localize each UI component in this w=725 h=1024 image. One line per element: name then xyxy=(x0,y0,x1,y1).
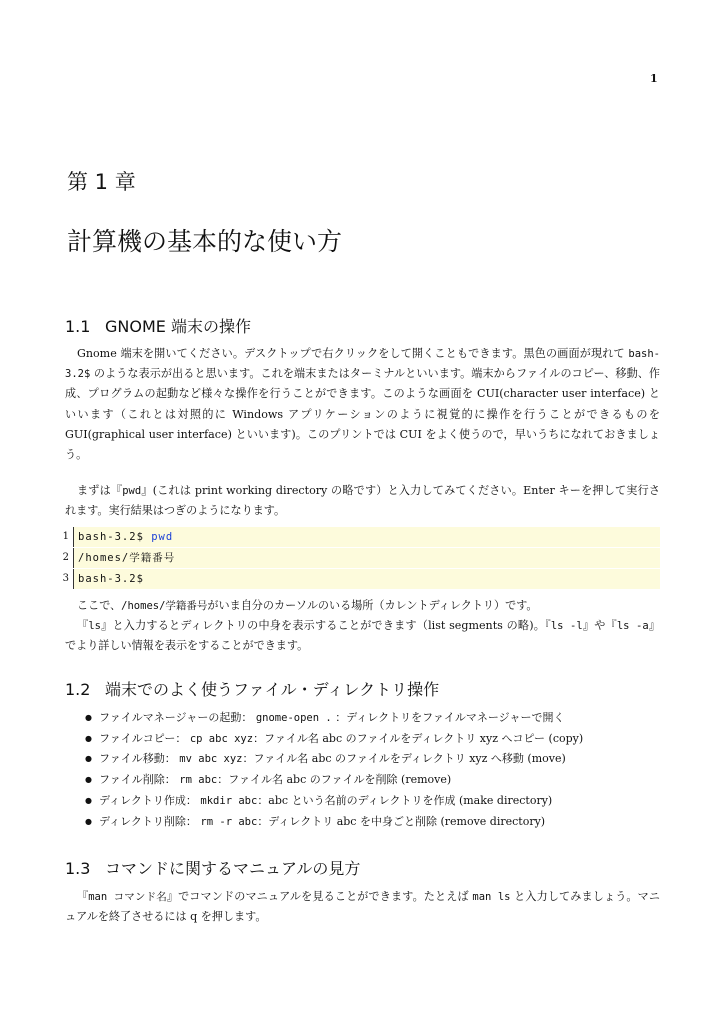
list-item xyxy=(85,708,583,729)
inline-code: man コマンド名 xyxy=(88,891,167,903)
line-number: 3 xyxy=(62,573,69,584)
item-label: ファイルマネージャーの起動： xyxy=(99,711,253,724)
command-list xyxy=(85,708,583,832)
text-run: と入力してみましょう。マニュアルを終了させるには q を押します。 xyxy=(65,890,660,924)
list-item xyxy=(85,749,583,770)
inline-code: man ls xyxy=(472,891,511,903)
item-label: ディレクトリ削除： xyxy=(99,814,197,828)
inline-code: gnome-open . xyxy=(255,712,332,724)
paragraph-ls xyxy=(65,616,660,656)
item-description: ：ファイル名 abc のファイルを削除 (remove) xyxy=(217,773,452,787)
prompt-text: bash-3.2$ xyxy=(78,531,152,543)
inline-code: mv abc xyz xyxy=(179,753,243,766)
line-number: 1 xyxy=(62,531,69,542)
text-run: 『 xyxy=(77,890,89,903)
item-description: ：ディレクトリ abc を中身ごと削除 (remove directory) xyxy=(257,814,546,828)
inline-code: pwd xyxy=(122,485,142,497)
text-run: 』でより詳しい情報を表示をすることができます。 xyxy=(65,619,660,653)
text-run: Gnome 端末を開いてください。デスクトップで右クリックをして開くこともできます。黒色の画面が現れて xyxy=(77,347,629,360)
section-heading-1-2 xyxy=(65,677,439,700)
text-run: 』(これは print working directory の略です）と入力してみてください。Enter キーを押して実行されます。実行結果はつぎのようになります。 xyxy=(65,484,660,518)
inline-code: mkdir abc xyxy=(200,794,258,807)
chapter-label: 第 1 章 xyxy=(67,170,136,194)
code-text xyxy=(73,527,660,547)
code-line xyxy=(57,548,660,568)
section-title: コマンドに関するマニュアルの見方 xyxy=(105,859,361,878)
code-block xyxy=(57,527,660,590)
inline-code: cp abc xyz xyxy=(189,732,254,745)
prompt-text: bash-3.2$ xyxy=(78,573,144,585)
list-item xyxy=(85,812,583,833)
section-number: 1.3 xyxy=(65,859,91,878)
text-run: ここで、 xyxy=(77,599,122,612)
section-heading-1-3 xyxy=(65,856,360,879)
item-description: ：abc という名前のディレクトリを作成 (make directory) xyxy=(257,793,553,807)
item-label: ファイルコピー： xyxy=(99,731,187,745)
list-item xyxy=(85,729,583,750)
chapter-title: 計算機の基本的な使い方 xyxy=(67,227,343,256)
section-number: 1.1 xyxy=(65,317,91,336)
prompt-text: /homes/学籍番号 xyxy=(78,552,176,564)
paragraph-current-dir xyxy=(65,596,660,616)
section-number: 1.2 xyxy=(65,680,91,699)
item-description: ：ファイル名 abc のファイルをディレクトリ xyz へ移動 (move) xyxy=(242,752,566,766)
inline-code: ls -a xyxy=(616,620,649,632)
list-item xyxy=(85,791,583,812)
list-item xyxy=(85,770,583,791)
item-label: ファイル削除： xyxy=(99,773,176,787)
inline-code: rm abc xyxy=(179,774,218,787)
item-description: ：ファイル名 abc のファイルをディレクトリ xyz へコピー (copy) xyxy=(253,731,584,745)
text-run: 『 xyxy=(77,619,89,632)
inline-code: /homes/学籍番号 xyxy=(121,600,208,612)
text-run: がいま自分のカーソルのいる場所（カレントディレクトリ）です。 xyxy=(207,599,538,612)
text-run: まずは『 xyxy=(77,484,123,497)
inline-code: bash-3.2$ xyxy=(65,348,660,381)
command-text: pwd xyxy=(151,531,174,543)
inline-code: ls -l xyxy=(550,620,583,632)
text-run: 』や『 xyxy=(582,619,617,632)
paragraph-man xyxy=(65,887,660,927)
item-description: ：ディレクトリをファイルマネージャーで開く xyxy=(335,711,565,724)
item-label: ディレクトリ作成： xyxy=(99,793,197,807)
code-line xyxy=(57,527,660,547)
paragraph-intro xyxy=(65,344,660,465)
paragraph-pwd xyxy=(65,481,660,521)
inline-code: rm -r abc xyxy=(200,815,258,828)
page-number: 1 xyxy=(650,72,658,85)
inline-code: ls xyxy=(88,620,101,632)
section-title: 端末でのよく使うファイル・ディレクトリ操作 xyxy=(105,680,440,699)
item-label: ファイル移動： xyxy=(99,752,176,766)
text-run: 』と入力するとディレクトリの中身を表示することができます（list segments の略)。『 xyxy=(100,619,551,632)
code-text xyxy=(73,548,660,568)
text-run: 』でコマンドのマニュアルを見ることができます。たとえば xyxy=(166,890,473,903)
code-line xyxy=(57,569,660,589)
section-heading-1-1 xyxy=(65,314,251,337)
code-text xyxy=(73,569,660,589)
section-title: GNOME 端末の操作 xyxy=(105,317,251,336)
text-run: のような表示が出ると思います。これを端末またはターミナルといいます。端末からファイルのコピー、移動、作成、プログラムの起動など様々な操作を行うことができます。このような画面を CUI(character user interface) といいます（これとは対照的に Windows アプリケーションのように視覚的に操作を行うことができるものを GUI(graphical user interface) といいます)。このプリントでは CUI をよく使うので，早いうちになれておきましょう。 xyxy=(65,367,660,462)
line-number: 2 xyxy=(62,552,69,563)
